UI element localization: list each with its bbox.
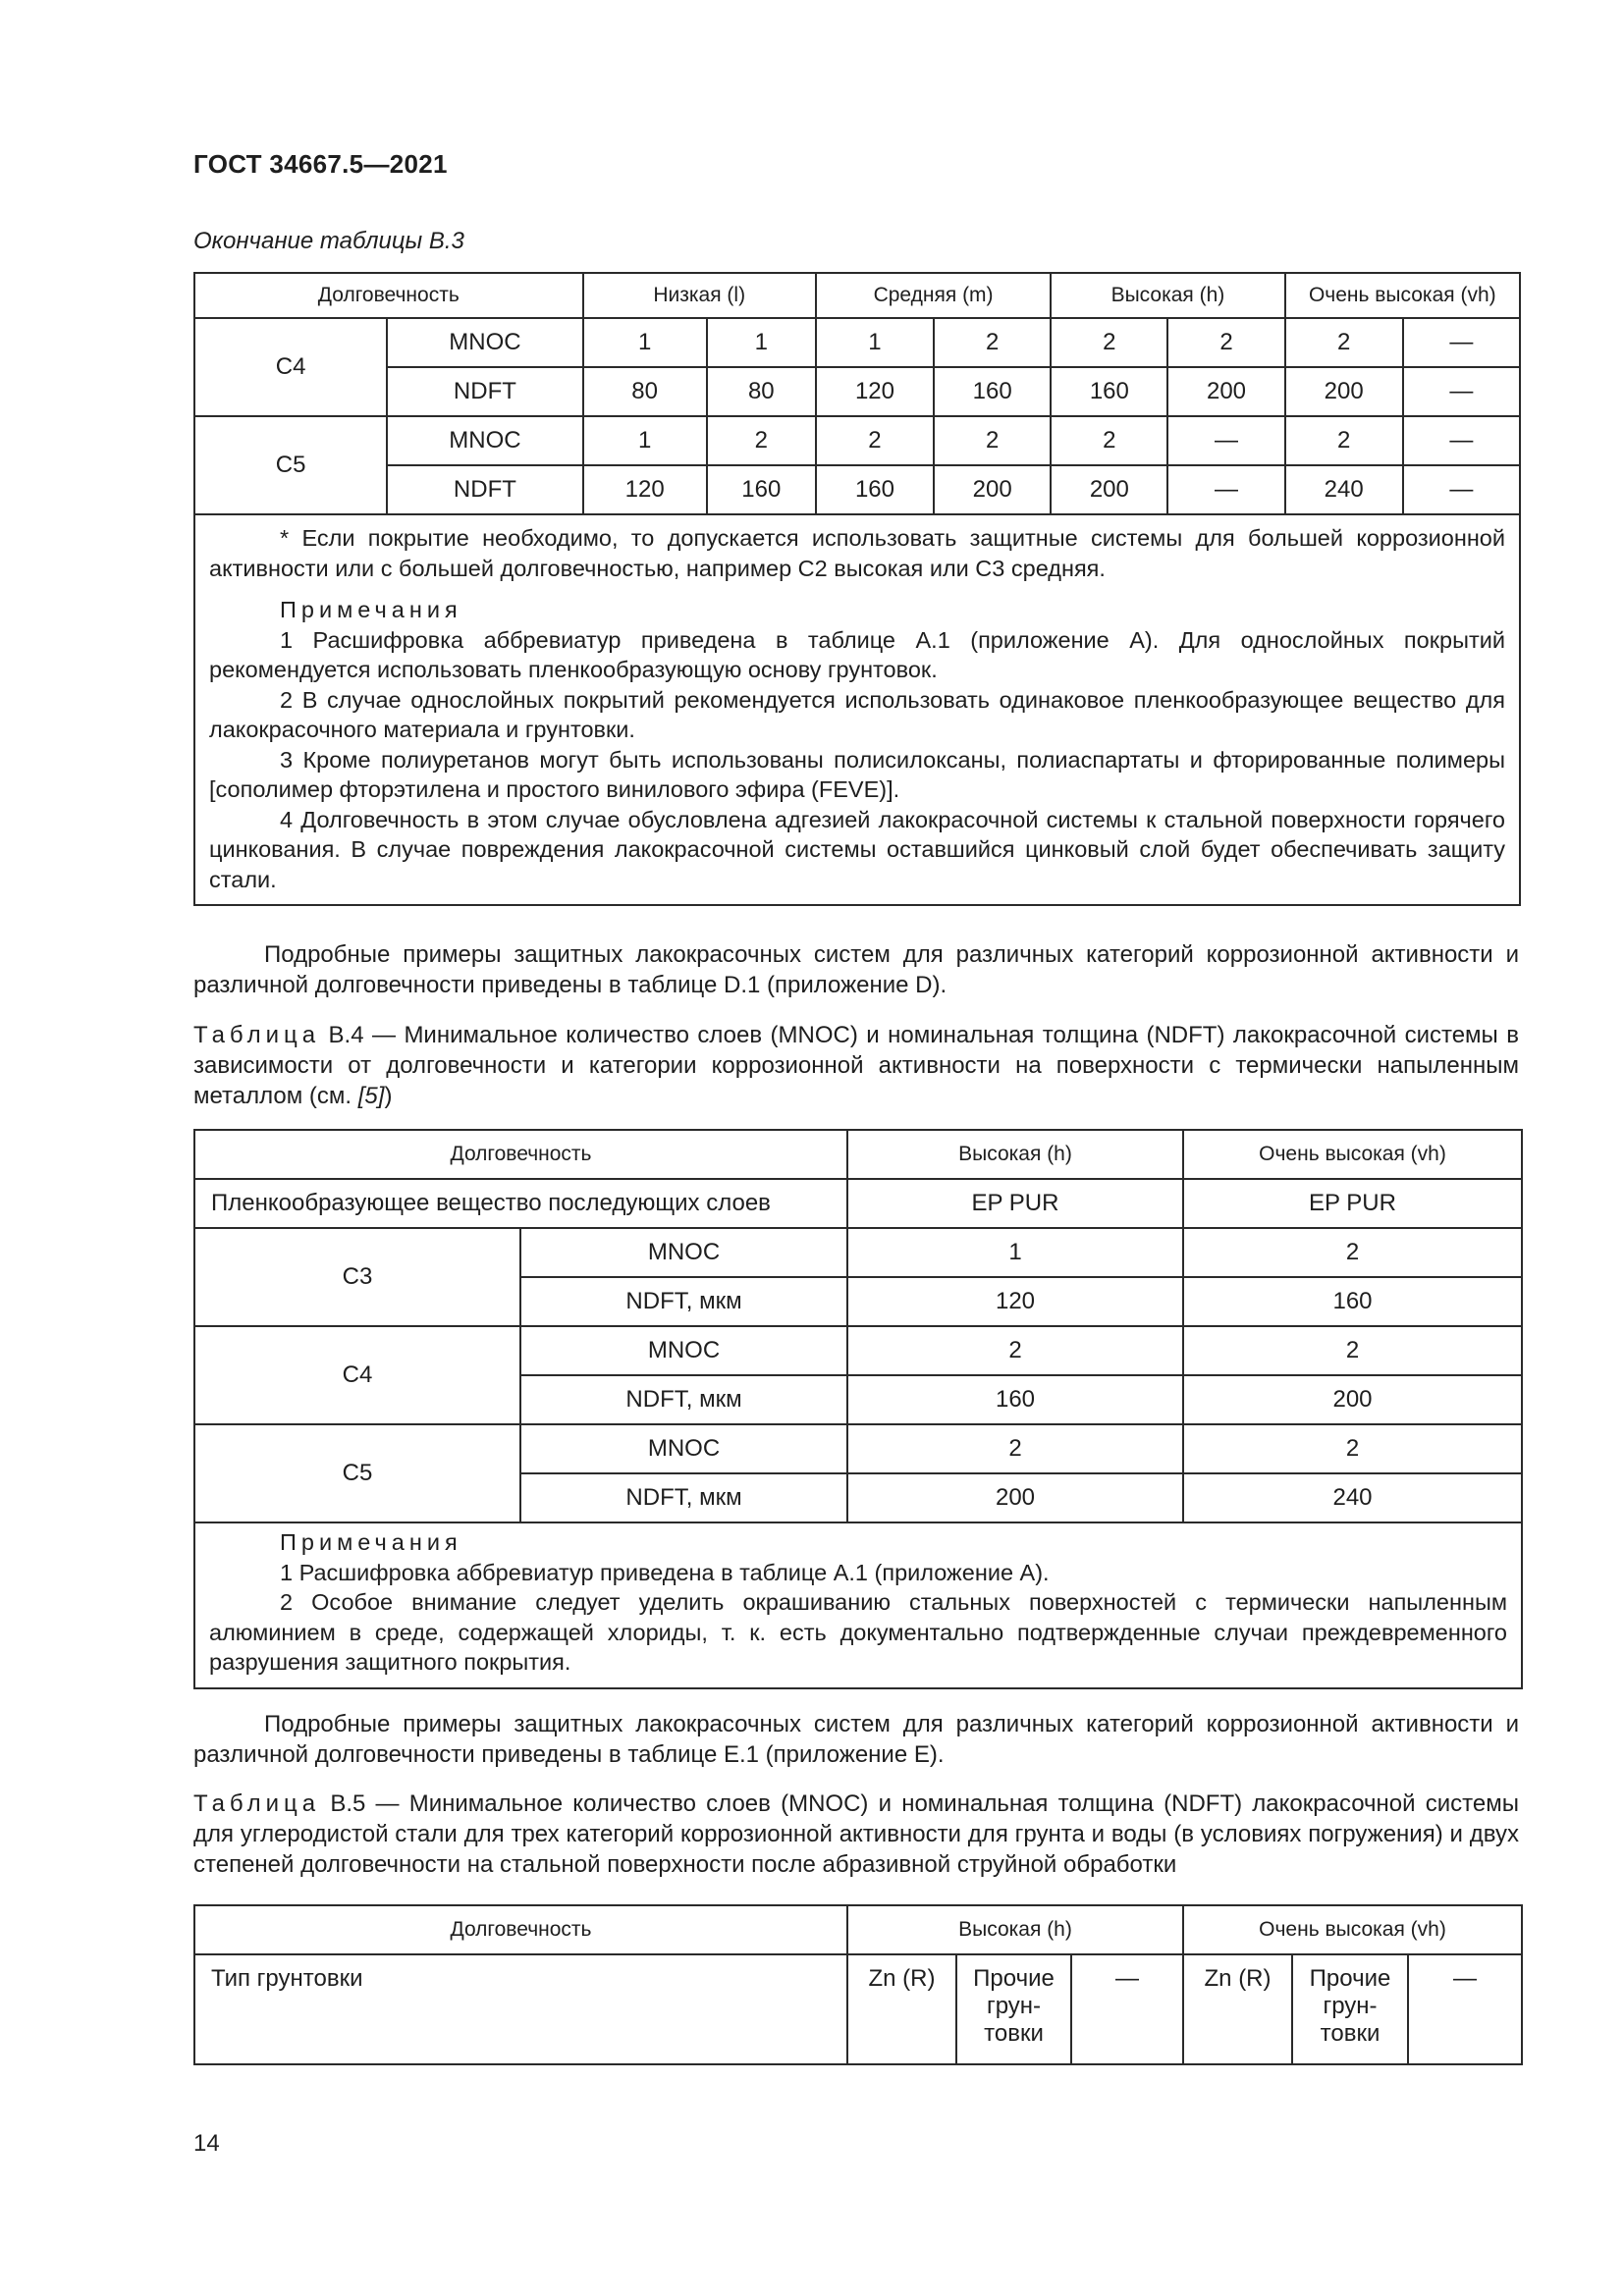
value-cell: 200	[1051, 465, 1167, 514]
param-cell: MNOC	[387, 318, 582, 367]
table-row	[194, 1179, 1522, 1228]
table-notes	[194, 514, 1520, 905]
value-cell: 2	[1285, 416, 1403, 465]
value-cell: 2	[1285, 318, 1403, 367]
note-item: 1 Расшифровка аббревиатур приведена в таблице А.1 (приложение А).	[280, 1559, 1050, 1585]
table-row	[194, 367, 1520, 416]
notes-title: Примечания	[280, 597, 462, 622]
value-cell: EP PUR	[1183, 1179, 1522, 1228]
value-cell: 2	[934, 416, 1051, 465]
value-cell: 2	[1183, 1326, 1522, 1375]
value-cell: 200	[1183, 1375, 1522, 1424]
category-cell: C3	[194, 1228, 520, 1326]
value-cell: 2	[847, 1424, 1183, 1473]
value-cell: 2	[1183, 1228, 1522, 1277]
value-cell: 120	[816, 367, 934, 416]
category-cell: C5	[194, 416, 387, 514]
primer-label: Тип грунтовки	[194, 1954, 847, 2064]
value-cell: 160	[816, 465, 934, 514]
caption-text: В.4 — Минимальное количество слоев (MNOC) и номинальная толщина (NDFT) лакокрасочной системы в зависимости от долговечности и категории коррозионной активности на поверхности с термически напыленным металлом (см.	[193, 1022, 1519, 1109]
value-cell: 200	[1285, 367, 1403, 416]
caption-text: В.5 — Минимальное количество слоев (MNOC) и номинальная толщина (NDFT) лакокрасочной системы для углеродистой стали для трех категорий коррозионной активности для грунта и воды (в условиях погружения) и двух степеней долговечности на стальной поверхности после абразивной струйной обработки	[193, 1790, 1519, 1878]
value-cell: 120	[847, 1277, 1183, 1326]
table-row	[194, 1228, 1522, 1277]
paragraph	[193, 939, 1519, 1000]
param-cell: MNOC	[520, 1228, 847, 1277]
caption-end: )	[384, 1083, 393, 1109]
header-durability: Долговечность	[194, 1905, 847, 1954]
value-cell: Прочие грун-товки	[956, 1954, 1071, 2064]
table-row	[194, 1326, 1522, 1375]
note-item: 2 В случае однослойных покрытий рекомендуется использовать одинаковое пленкообразующее вещество для лакокрасочного материала и грунтовки.	[209, 686, 1505, 742]
header-medium: Средняя (m)	[816, 273, 1051, 318]
value-cell: Прочие грун-товки	[1292, 1954, 1408, 2064]
value-cell: 1	[583, 416, 707, 465]
value-cell: EP PUR	[847, 1179, 1183, 1228]
caption-label: Таблица	[193, 1790, 321, 1817]
value-cell: 240	[1285, 465, 1403, 514]
value-cell: 160	[1183, 1277, 1522, 1326]
value-cell: 200	[1167, 367, 1284, 416]
note-item: 1 Расшифровка аббревиатур приведена в таблице А.1 (приложение А). Для однослойных покрытий рекомендуется использовать пленкообразующую основу грунтовок.	[209, 626, 1505, 682]
caption-reference: [5]	[357, 1083, 385, 1109]
header-high: Высокая (h)	[847, 1905, 1183, 1954]
param-cell: NDFT, мкм	[520, 1277, 847, 1326]
paragraph	[193, 1709, 1519, 1770]
category-cell: C4	[194, 1326, 520, 1424]
binder-label: Пленкообразующее вещество последующих слоев	[194, 1179, 847, 1228]
value-cell: —	[1403, 416, 1520, 465]
header-high: Высокая (h)	[847, 1130, 1183, 1179]
param-cell: MNOC	[520, 1326, 847, 1375]
param-cell: MNOC	[520, 1424, 847, 1473]
table-b3	[193, 272, 1521, 906]
value-cell: Zn (R)	[1183, 1954, 1292, 2064]
table-row	[194, 416, 1520, 465]
category-cell: C5	[194, 1424, 520, 1522]
value-cell: 2	[1167, 318, 1284, 367]
table-b5	[193, 1904, 1523, 2065]
value-cell: 1	[583, 318, 707, 367]
table-notes	[194, 1522, 1522, 1688]
table-row	[194, 1424, 1522, 1473]
table-row	[194, 465, 1520, 514]
param-cell: NDFT	[387, 367, 582, 416]
param-cell: MNOC	[387, 416, 582, 465]
value-cell: 120	[583, 465, 707, 514]
value-cell: —	[1167, 416, 1284, 465]
value-cell: —	[1403, 465, 1520, 514]
note-item: 4 Долговечность в этом случае обусловлена адгезией лакокрасочной системы к стальной поверхности горячего цинкования. В случае повреждения лакокрасочной системы оставшийся цинковый слой будет обеспечивать защиту стали.	[209, 806, 1505, 892]
value-cell: —	[1071, 1954, 1183, 2064]
value-cell: 2	[816, 416, 934, 465]
paragraph-text: Подробные примеры защитных лакокрасочных систем для различных категорий коррозионной активности и различной долговечности приведены в таблице Е.1 (приложение Е).	[193, 1711, 1519, 1768]
header-very-high: Очень высокая (vh)	[1183, 1130, 1522, 1179]
header-durability: Долговечность	[194, 1130, 847, 1179]
value-cell: 240	[1183, 1473, 1522, 1522]
value-cell: —	[1403, 367, 1520, 416]
value-cell: 2	[847, 1326, 1183, 1375]
param-cell: NDFT	[387, 465, 582, 514]
value-cell: 1	[707, 318, 816, 367]
value-cell: 160	[1051, 367, 1167, 416]
value-cell: —	[1167, 465, 1284, 514]
header-durability: Долговечность	[194, 273, 583, 318]
table-footnote: * Если покрытие необходимо, то допускается использовать защитные системы для большей коррозионной активности или с большей долговечностью, например С2 высокая или С3 средняя.	[209, 525, 1505, 581]
page-number: 14	[193, 2130, 220, 2157]
value-cell: 160	[934, 367, 1051, 416]
table-b4	[193, 1129, 1523, 1689]
value-cell: 1	[816, 318, 934, 367]
table-caption-b4	[193, 1020, 1519, 1111]
header-high: Высокая (h)	[1051, 273, 1284, 318]
header-low: Низкая (l)	[583, 273, 816, 318]
value-cell: 80	[707, 367, 816, 416]
value-cell: —	[1408, 1954, 1522, 2064]
value-cell: Zn (R)	[847, 1954, 956, 2064]
value-cell: 80	[583, 367, 707, 416]
notes-title: Примечания	[280, 1529, 462, 1555]
value-cell: 2	[707, 416, 816, 465]
value-cell: 2	[1051, 318, 1167, 367]
param-cell: NDFT, мкм	[520, 1375, 847, 1424]
note-item: 3 Кроме полиуретанов могут быть использованы полисилоксаны, полиаспартаты и фторированные полимеры [сополимер фторэтилена и простого винилового эфира (FEVE)].	[209, 746, 1505, 802]
header-very-high: Очень высокая (vh)	[1183, 1905, 1522, 1954]
document-header: ГОСТ 34667.5—2021	[193, 149, 448, 179]
value-cell: —	[1403, 318, 1520, 367]
value-cell: 200	[847, 1473, 1183, 1522]
table-row	[194, 1954, 1522, 2064]
table-continuation-label: Окончание таблицы В.3	[193, 228, 464, 254]
header-very-high: Очень высокая (vh)	[1285, 273, 1520, 318]
paragraph-text: Подробные примеры защитных лакокрасочных систем для различных категорий коррозионной активности и различной долговечности приведены в таблице D.1 (приложение D).	[193, 941, 1519, 998]
value-cell: 2	[1183, 1424, 1522, 1473]
value-cell: 1	[847, 1228, 1183, 1277]
param-cell: NDFT, мкм	[520, 1473, 847, 1522]
value-cell: 2	[1051, 416, 1167, 465]
value-cell: 160	[847, 1375, 1183, 1424]
table-row	[194, 318, 1520, 367]
value-cell: 200	[934, 465, 1051, 514]
caption-label: Таблица	[193, 1022, 321, 1048]
value-cell: 160	[707, 465, 816, 514]
category-cell: C4	[194, 318, 387, 416]
table-caption-b5	[193, 1789, 1519, 1880]
note-item: 2 Особое внимание следует уделить окрашиванию стальных поверхностей с термически напыленным алюминием в среде, содержащей хлориды, т. к. есть документально подтвержденные случаи преждевременного разрушения защитного покрытия.	[209, 1589, 1507, 1675]
value-cell: 2	[934, 318, 1051, 367]
